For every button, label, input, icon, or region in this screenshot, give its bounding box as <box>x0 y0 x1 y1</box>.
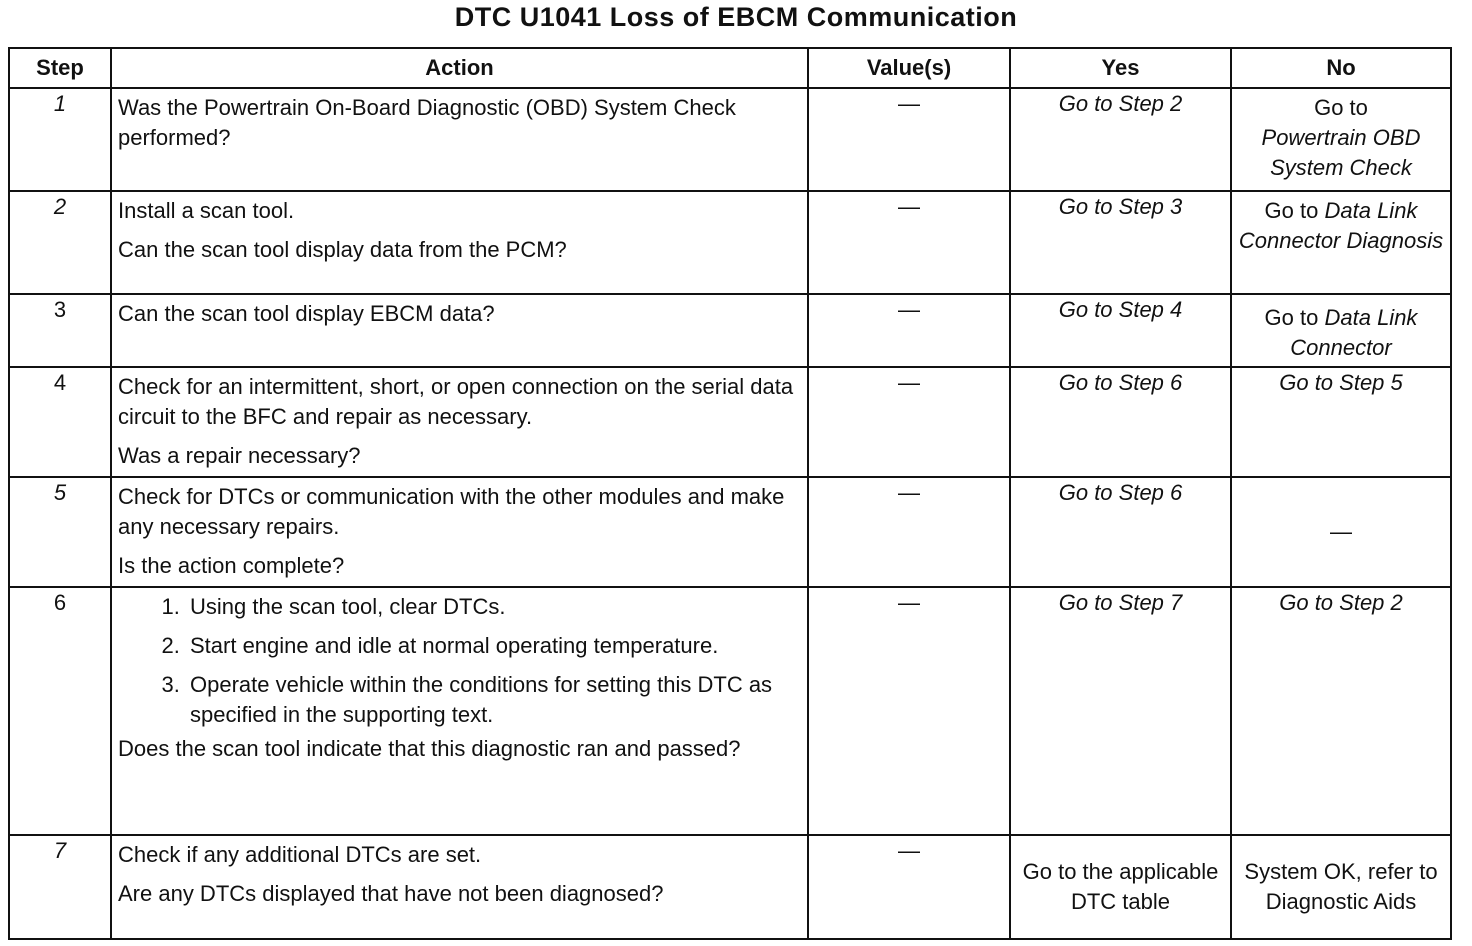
action-text: Was the Powertrain On-Board Diagnostic (OBD) System Check performed? <box>118 95 736 150</box>
no-cell: System OK, refer to Diagnostic Aids <box>1231 835 1451 939</box>
yes-cell: Go to the applicable DTC table <box>1010 835 1231 939</box>
no-prefix: Go to <box>1314 95 1368 120</box>
action-question: Does the scan tool indicate that this diagnostic ran and passed? <box>118 736 741 761</box>
table-row <box>9 587 1451 835</box>
action-cell <box>111 835 808 939</box>
value-cell: — <box>808 294 1010 367</box>
yes-cell: Go to Step 4 <box>1010 294 1231 367</box>
action-cell <box>111 477 808 587</box>
header-step: Step <box>9 48 111 88</box>
no-cell: — <box>1231 477 1451 587</box>
table-row <box>9 88 1451 191</box>
no-link: Data Link Connector Diagnosis <box>1238 198 1444 253</box>
no-prefix: Go to <box>1264 305 1319 330</box>
header-no: No <box>1231 48 1451 88</box>
no-link: Data Link Connector <box>1290 305 1418 360</box>
no-cell <box>1231 191 1451 294</box>
yes-cell: Go to Step 3 <box>1010 191 1231 294</box>
step-number: 4 <box>9 367 111 477</box>
action-text: Install a scan tool. <box>118 198 295 223</box>
no-cell <box>1231 88 1451 191</box>
page-title: DTC U1041 Loss of EBCM Communication <box>454 2 1018 32</box>
action-cell <box>111 294 808 367</box>
header-yes: Yes <box>1010 48 1231 88</box>
diagnostic-table <box>8 47 1452 940</box>
header-row <box>9 48 1451 88</box>
action-cell <box>111 367 808 477</box>
action-cell <box>111 587 808 835</box>
value-cell: — <box>808 477 1010 587</box>
step-number: 5 <box>9 477 111 587</box>
header-action: Action <box>111 48 808 88</box>
action-text: Check for DTCs or communication with the other modules and make any necessary repairs. <box>118 484 785 539</box>
step-number: 2 <box>9 191 111 294</box>
table-row <box>9 191 1451 294</box>
action-question: Can the scan tool display EBCM data? <box>118 301 495 326</box>
action-question: Was a repair necessary? <box>118 443 361 468</box>
table-row <box>9 294 1451 367</box>
action-question: Are any DTCs displayed that have not been diagnosed? <box>118 881 664 906</box>
no-cell: Go to Step 5 <box>1231 367 1451 477</box>
action-question: Can the scan tool display data from the PCM? <box>118 237 567 262</box>
table-row <box>9 477 1451 587</box>
step-number: 6 <box>9 587 111 835</box>
action-text: Check if any additional DTCs are set. <box>118 842 482 867</box>
step-number: 3 <box>9 294 111 367</box>
value-cell: — <box>808 835 1010 939</box>
step-number: 7 <box>9 835 111 939</box>
value-cell: — <box>808 191 1010 294</box>
no-prefix: Go to <box>1264 198 1319 223</box>
list-item: 1. Using the scan tool, clear DTCs. <box>186 592 801 622</box>
action-steps-list <box>118 592 801 730</box>
action-text: Check for an intermittent, short, or open connection on the serial data circuit to the BFC and repair as necessary. <box>118 374 794 429</box>
header-values: Value(s) <box>808 48 1010 88</box>
table-row <box>9 835 1451 939</box>
step-number: 1 <box>9 88 111 191</box>
yes-cell: Go to Step 7 <box>1010 587 1231 835</box>
table-row <box>9 367 1451 477</box>
list-item: 2. Start engine and idle at normal operating temperature. <box>186 631 801 661</box>
no-cell: Go to Step 2 <box>1231 587 1451 835</box>
list-item: 3. Operate vehicle within the conditions for setting this DTC as specified in the supporting text. <box>186 670 801 730</box>
action-cell <box>111 88 808 191</box>
action-question: Is the action complete? <box>118 553 345 578</box>
no-link: Powertrain OBD System Check <box>1261 125 1421 180</box>
value-cell: — <box>808 587 1010 835</box>
value-cell: — <box>808 367 1010 477</box>
value-cell: — <box>808 88 1010 191</box>
no-cell <box>1231 294 1451 367</box>
yes-cell: Go to Step 6 <box>1010 367 1231 477</box>
yes-cell: Go to Step 6 <box>1010 477 1231 587</box>
yes-cell: Go to Step 2 <box>1010 88 1231 191</box>
action-cell <box>111 191 808 294</box>
